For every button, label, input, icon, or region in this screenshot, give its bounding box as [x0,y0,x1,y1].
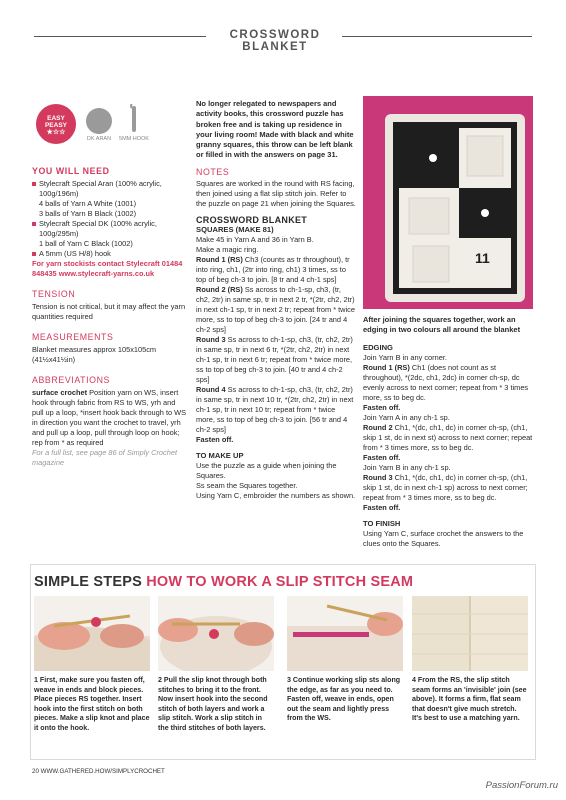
edging-join: Join Yarn B in any ch-1 sp. [363,463,451,472]
yarn-a-line: 4 balls of Yarn A White (1001) [39,199,137,208]
make-up-title: TO MAKE UP [196,450,244,460]
list-item: Stylecraft Special DK (100% acrylic, 100g/295m) [32,219,187,239]
info-badges [36,104,149,154]
finish-title: TO FINISH [363,519,401,528]
pattern-column [196,99,356,501]
edging-join: Join Yarn B in any corner. [363,353,447,362]
ring-text: Make a magic ring. [196,244,259,254]
round-text: Ss across to ch-1-sp, ch3, (tr, ch2, 2tr) in same sp, tr in next 10 tr, *(2tr, ch2, 2tr) in next ch-1 sp, tr in next 10 tr; repeat from * twice more, ss to top of beg ch-3 to join. [56 tr and 4 ch-2 sps] [196,384,354,434]
hook-size-caption: 5MM HOOK [119,136,149,142]
round-text: Ch1 (does not count as st throughout), *(2dc, ch1, 2dc) in corner ch-sp, dc evenly across to next corner; repeat from * 3 times more, ss to beg dc. [363,363,529,402]
watermark: PassionForum.ru [485,780,558,791]
yarn-ball-icon [86,108,112,134]
yarn-c-line: 1 ball of Yarn C Black (1002) [39,239,133,248]
fasten-off: Fasten off. [363,503,401,512]
you-will-need-title: YOU WILL NEED [32,166,110,176]
round-label: Round 4 [196,384,226,394]
fasten-off: Fasten off. [363,403,401,412]
svg-text:11: 11 [475,250,490,266]
page-footer [32,768,165,775]
round-label: Round 2 [363,423,393,432]
measurements-text: Blanket measures approx 105x105cm (41½x41½in) [32,345,157,364]
make-up-line: Using Yarn C, embroider the numbers as shown. [196,490,356,500]
round-label: Round 2 (RS) [196,284,243,294]
simple-steps-subtitle: HOW TO WORK A SLIP STITCH SEAM [146,574,414,590]
round-text: Ch1, *(dc, ch1, dc) in corner ch-sp, (ch1, skip 1 st, dc in next ch-1 sp) across to next corner; repeat from * 3 times more, ss to beg dc. [363,473,528,502]
difficulty-label: EASY PEASY [44,115,68,129]
edging-round-1 [363,363,533,403]
edging-round-2 [363,423,533,453]
round-text: Ss across to ch-1-sp, ch3, (tr, ch2, 2tr) in same sp, tr in next 6 tr, *(2tr, ch2, 2tr) in next ch-1 sp, tr in next 6 tr; repeat from * twice more, ss to top of beg ch-3 to join. [40 tr and 4 ch-2 sps] [196,334,353,384]
squares-title: SQUARES (MAKE 81) [196,224,274,234]
fasten-off: Fasten off. [196,434,234,444]
step-4-photo [412,596,528,671]
tension-text: Tension is not critical, but it may affect the yarn quantities required [32,302,186,321]
measurements-title: MEASUREMENTS [32,332,114,342]
round-label: Round 1 (RS) [363,363,410,372]
notes-title: NOTES [196,166,230,177]
round-1 [196,255,356,285]
step-4-text: 4 From the RS, the slip stitch seam forms an 'invisible' join (see above). It forms a firm, flat seam that doesn't give much stretch. It's best to use a matching yarn. [412,676,527,723]
step-2-photo [158,596,274,671]
edging-round-3 [363,473,533,503]
round-4 [196,385,356,435]
abbreviation-text: Position yarn on WS, insert hook through fabric from RS to WS, yrh and pull up a loop, *insert hook back through to WS in direction you want the crochet to travel, yrh and pull up a loop, pull through loop on hook; rep from * as required [32,388,187,447]
abbreviation-term: surface crochet [32,388,88,397]
step-2-text: 2 Pull the slip knot through both stitches to bring it to the front. Now insert hook into the second stitch of both layers and work a slip stitch. Work a slip stitch in the third stitches of both layers. [158,676,268,732]
step-3-text: 3 Continue working slip sts along the edge, as far as you need to. Fasten off, weave in ends, open out the seam and lightly press from the WS. [287,676,401,723]
difficulty-badge [36,104,76,144]
simple-steps-title [34,574,413,590]
photo-caption: After joining the squares together, work an edging in two colours all around the blanket [363,315,521,335]
round-3 [196,335,356,385]
header-rule-left [34,36,206,37]
edging-join: Join Yarn A in any ch-1 sp. [363,413,450,422]
list-item: Stylecraft Special Aran (100% acrylic, 100g/196m) [32,179,187,199]
fasten-off: Fasten off. [363,453,401,462]
abbreviations-title: ABBREVIATIONS [32,375,111,385]
round-text: Ch3 (counts as tr throughout), tr into ring, ch1, (2tr into ring, ch1) 3 times, ss to top of beg ch-3 to join. [8 tr and 4 ch-1 sps] [196,254,350,284]
finish-text: Using Yarn C, surface crochet the answers to the clues onto the Squares. [363,529,524,548]
blanket-illustration [363,96,533,309]
round-label: Round 3 [196,334,226,344]
page-number: 20 [32,768,39,775]
notes-text: Squares are worked in the round with RS facing, then joined using a flat slip stitch join. Refer to the puzzle on page 21 when joining the Squares. [196,178,356,208]
round-label: Round 3 [363,473,393,482]
difficulty-stars: ★☆☆ [46,129,66,136]
section-title: CROSSWORD BLANKET [229,29,321,53]
pattern-title: CROSSWORD BLANKET [196,214,308,225]
edging-title: EDGING [363,343,393,352]
stockists-link[interactable]: For yarn stockists contact Stylecraft 01484 848435 www.stylecraft-yarns.co.uk [32,259,183,278]
header-rule-right [342,36,532,37]
step-3-photo [287,596,403,671]
yarn-weight-caption: DK ARAN [86,136,112,142]
abbreviation-entry [32,388,187,448]
step-1-photo [34,596,150,671]
simple-steps-label: SIMPLE STEPS [34,574,142,590]
round-2 [196,285,356,335]
materials-column [32,166,187,468]
make-text: Make 45 in Yarn A and 36 in Yarn B. [196,234,314,244]
make-up-line: Use the puzzle as a guide when joining the Squares. [196,460,337,480]
make-up-line: Ss seam the Squares together. [196,480,298,490]
edging-column [363,343,533,549]
footer-url[interactable]: WWW.GATHERED.HOW/SIMPLYCROCHET [40,768,165,775]
tension-title: TENSION [32,289,76,299]
blanket-photo [363,96,533,309]
round-text: Ch1, *(dc, ch1, dc) in corner ch-sp, (ch1, skip 1 st, dc in next st) across to next corner; repeat from * 3 times more, ss to beg dc. [363,423,533,452]
list-item: A 5mm (US H/8) hook [32,249,187,259]
round-label: Round 1 (RS) [196,254,243,264]
crochet-hook-icon [122,104,146,134]
abbreviations-more: For a full list, see page 86 of Simply Crochet magazine [32,448,178,467]
round-text: Ss across to ch-1-sp, ch3, (tr, ch2, 2tr) in same sp, tr in next 2 tr, *(2tr, ch2, 2tr) in next ch-1 sp, tr in next 2 tr; repeat from * twice more, ss to top of beg ch-3 to join. [24 tr and 4 ch-2 sps] [196,284,355,334]
intro-text: No longer relegated to newspapers and activity books, this crossword puzzle has broken free and is taking up residence in your living room! Made with black and white granny squares, this throw can be left blank or filled in with the answers on page 31. [196,99,354,160]
yarn-b-line: 3 balls of Yarn B Black (1002) [39,209,137,218]
step-1-text: 1 First, make sure you fasten off, weave in ends and block pieces. Place pieces RS together. Insert hook into the first stitch on both pieces. Make a slip knot and place it onto the hook. [34,676,150,732]
